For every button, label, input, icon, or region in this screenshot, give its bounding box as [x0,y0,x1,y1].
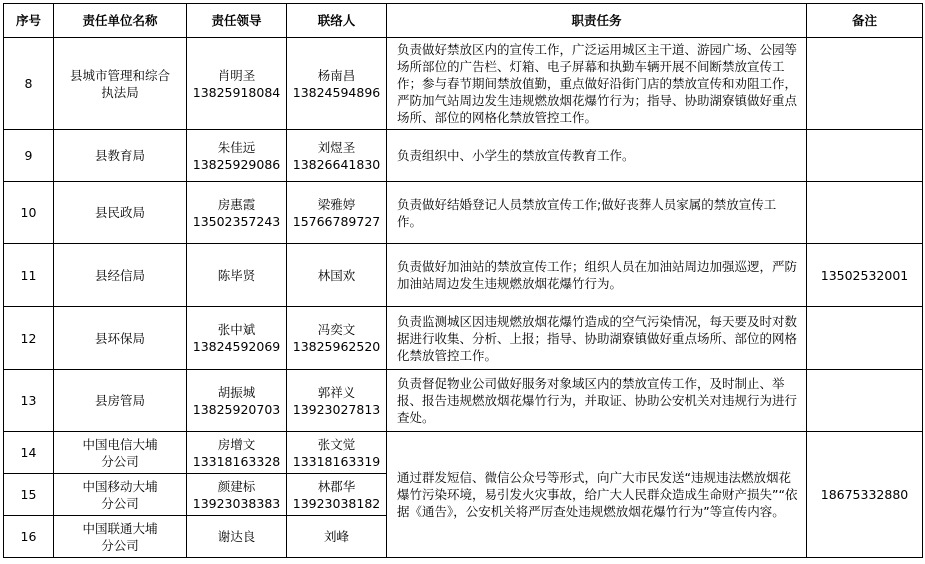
responsibility-table [3,3,923,558]
table-row [4,307,923,370]
remark-cell [807,307,923,370]
leader-name: 张中斌 [217,322,256,337]
unit-line: 中国电信大埔 [82,436,158,452]
table-row [4,244,923,307]
contact-cell [287,307,387,370]
contact-phone: 13923027813 [292,401,381,417]
telecom-duty-cell: 通过群发短信、微信公众号等形式，向广大市民发送“违规违法燃放烟花爆竹污染环境，易引发火灾事故，给广大人民群众造成生命财产损失”“依据《通告》，公安机关将严厉查处违规燃放烟花爆竹行为”等宣传内容。 [387,432,807,558]
unit-cell [54,182,187,244]
leader-cell [187,516,287,558]
contact-name: 杨南昌 [317,67,356,83]
duty-cell: 负责做好加油站的禁放宣传工作；组织人员在加油站周边加强巡逻，严防加油站周边发生违规燃放烟花爆竹行为。 [387,244,807,307]
leader-cell [187,38,287,130]
duty-cell: 负责监测城区因违规燃放烟花爆竹造成的空气污染情况，每天要及时对数据进行收集、分析、上报；指导、协助湖寮镇做好重点场所、部位的网格化禁放管控工作。 [387,307,807,370]
contact-cell [287,130,387,182]
table-row [4,130,923,182]
seq-cell: 11 [4,244,54,307]
leader-phone: 13824592069 [192,339,281,354]
unit-line: 县经信局 [94,267,145,283]
unit-line: 中国移动大埔 [82,478,158,494]
unit-line: 县民政局 [94,205,145,220]
contact-name: 冯奕文 [317,322,356,337]
leader-phone: 13825920703 [192,401,281,417]
unit-line: 执法局 [101,84,139,100]
leader-cell [187,307,287,370]
unit-line: 县环保局 [94,330,145,346]
leader-cell [187,474,287,516]
table-row [4,370,923,432]
contact-name: 梁雅婷 [317,196,356,212]
seq-cell: 15 [4,474,54,516]
seq-cell: 13 [4,370,54,432]
contact-cell [287,370,387,432]
leader-cell [187,432,287,474]
remark-cell [807,38,923,130]
table-row [4,38,923,130]
contact-cell [287,474,387,516]
leader-phone: 13923038383 [192,495,281,511]
unit-line: 县房管局 [94,393,145,408]
unit-line: 县城市管理和综合 [69,67,170,83]
telecom-remark-cell: 18675332880 [807,432,923,558]
header-contact: 联络人 [287,4,387,38]
contact-cell [287,244,387,307]
seq-cell: 12 [4,307,54,370]
contact-name: 郭祥义 [317,384,356,400]
contact-phone: 13923038182 [292,495,381,511]
remark-cell: 13502532001 [807,244,923,307]
unit-line: 县教育局 [94,148,145,163]
unit-line: 中国联通大埔 [82,520,158,536]
remark-cell [807,130,923,182]
table-row [4,182,923,244]
contact-name: 林国欢 [317,267,356,283]
leader-phone: 13825918084 [192,84,281,100]
contact-cell [287,516,387,558]
duty-cell: 负责组织中、小学生的禁放宣传教育工作。 [387,130,807,182]
leader-name: 朱佳远 [217,139,256,155]
leader-cell [187,130,287,182]
leader-phone: 13825929086 [192,156,281,172]
header-seq: 序号 [4,4,54,38]
leader-name: 胡振城 [217,384,256,400]
leader-name: 肖明圣 [217,67,256,83]
seq-cell: 8 [4,38,54,130]
contact-phone: 13318163319 [292,453,381,469]
header-remark: 备注 [807,4,923,38]
seq-cell: 14 [4,432,54,474]
duty-cell: 负责督促物业公司做好服务对象域区内的禁放宣传工作，及时制止、举报、报告违规燃放烟花爆竹行为，并取证、协助公安机关对违规行为进行查处。 [387,370,807,432]
duty-cell: 负责做好禁放区内的宣传工作，广泛运用城区主干道、游园广场、公园等场所部位的广告栏、灯箱、电子屏幕和执勤车辆开展不间断禁放宣传工作；参与春节期间禁放值勤，重点做好沿街门店的禁放宣传和劝阻工作，严防加气站周边发生违规燃放烟花爆竹行为；指导、协助湖寮镇做好重点场所、部位的网格化禁放管控工作。 [387,38,807,130]
contact-phone: 13824594896 [292,84,381,100]
contact-name: 张文觉 [317,436,356,452]
unit-line: 分公司 [101,453,139,469]
contact-phone: 13825962520 [292,339,381,354]
contact-phone: 13826641830 [292,156,381,172]
contact-cell [287,182,387,244]
leader-cell [187,370,287,432]
unit-cell [54,38,187,130]
leader-name: 房增文 [217,436,256,452]
leader-phone: 13318163328 [192,453,281,469]
seq-cell: 10 [4,182,54,244]
contact-phone: 15766789727 [292,213,381,229]
unit-cell [54,244,187,307]
contact-name: 刘煜圣 [317,139,356,155]
unit-cell [54,130,187,182]
table-row [4,432,923,474]
unit-cell [54,432,187,474]
leader-phone: 13502357243 [192,213,281,229]
leader-name: 房惠霞 [217,196,256,212]
seq-cell: 16 [4,516,54,558]
leader-name: 陈毕贤 [217,267,256,283]
unit-cell [54,516,187,558]
header-duty: 职责任务 [387,4,807,38]
remark-cell [807,182,923,244]
leader-name: 颜建标 [217,478,256,494]
unit-cell [54,370,187,432]
contact-cell [287,38,387,130]
leader-cell [187,244,287,307]
unit-line: 分公司 [101,495,139,511]
contact-name: 刘峰 [323,529,349,544]
unit-cell [54,307,187,370]
leader-cell [187,182,287,244]
leader-name: 谢达良 [217,529,256,544]
header-unit: 责任单位名称 [54,4,187,38]
seq-cell: 9 [4,130,54,182]
unit-cell [54,474,187,516]
contact-name: 林郡华 [317,478,356,494]
unit-line: 分公司 [101,537,139,553]
header-row [4,4,923,38]
contact-cell [287,432,387,474]
duty-cell: 负责做好结婚登记人员禁放宣传工作;做好丧葬人员家属的禁放宣传工作。 [387,182,807,244]
header-leader: 责任领导 [187,4,287,38]
remark-cell [807,370,923,432]
